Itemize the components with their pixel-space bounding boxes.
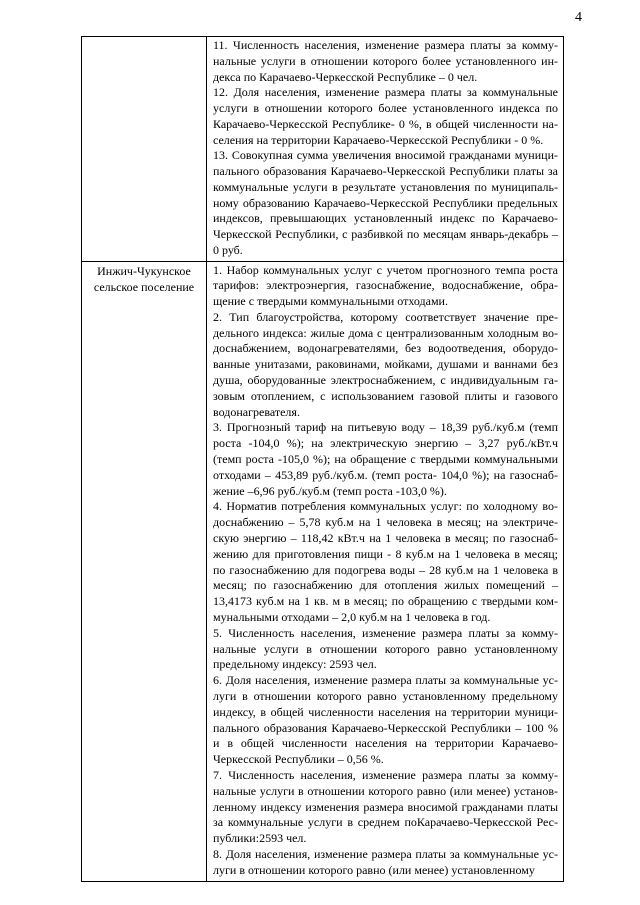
text-line: 1. Набор коммунальных услуг с учетом прогнозного темпа роста — [213, 262, 558, 277]
indicators-text — [207, 262, 563, 881]
text-line: 7. Численность населения, изменение размера платы за комму- — [213, 768, 558, 782]
municipality-name-line: Инжич-Чукунское — [97, 263, 191, 278]
municipality-name — [82, 262, 206, 295]
text-line: луги в отношении которого равно (или менее) установленному — [213, 862, 535, 877]
text-line: роста -104,0 %); на электрическую энергию – 3,27 руб./кВт.ч — [213, 436, 558, 451]
indicators-cell — [207, 37, 564, 262]
text-line: услуги в отношении которого более установленного индекса по — [213, 101, 558, 115]
text-line: нальные услуги в отношении которого равно установленному — [213, 641, 558, 656]
text-line: 0 руб. — [213, 242, 243, 257]
text-line: 13. Совокупная сумма увеличения вносимой гражданами муници- — [213, 148, 558, 163]
text-line: Черкесской Республики, с разбивкой по месяцам январь-декабрь – — [213, 227, 558, 241]
text-line: индексу, в общей численности населения на территории муници- — [213, 704, 558, 719]
text-line: тарифов: электроэнергия, газоснабжение, водоснабжение, обра- — [213, 278, 558, 293]
text-line: предельному индексу: 2593 чел. — [213, 657, 377, 672]
text-line: 3. Прогнозный тариф на питьевую воду – 18,39 руб./куб.м (темп — [213, 420, 558, 435]
indices-table — [81, 36, 564, 882]
text-line: ному образованию Карачаево-Черкесской Республики предельных — [213, 195, 558, 210]
text-line: водонагревателя. — [213, 404, 300, 419]
municipality-cell — [82, 261, 207, 881]
page-number: 4 — [575, 10, 582, 25]
municipality-name-line: сельское поселение — [93, 279, 195, 294]
text-line: коммунальные услуги в результате установления по муниципаль- — [213, 179, 558, 194]
text-line: селения на территории Карачаево-Черкесской Республики - 0 %. — [213, 132, 544, 147]
text-line: дельного индекса: жилые дома с централизованным холодным во- — [213, 325, 558, 340]
text-line: за коммунальные услуги в среднем поКарачаево-Черкесской Рес- — [213, 815, 558, 830]
municipality-name — [82, 37, 206, 38]
indicators-text — [207, 37, 563, 261]
text-line: мунальными отходами – 2,0 куб.м на 1 человека в год. — [213, 610, 491, 625]
text-line: 2. Тип благоустройства, которому соответствует значение пре- — [213, 309, 558, 324]
table-row — [82, 261, 564, 881]
text-line: жение –6,96 руб./куб.м (темп роста -103,0 %). — [213, 483, 447, 498]
text-line: 13,4173 куб.м на 1 кв. м в месяц; по обращению с твердыми ком- — [213, 594, 558, 609]
text-line: по газоснабжению для подогрева воды – 28 куб.м на 1 человека в — [213, 562, 558, 577]
text-line: душа, оборудованные электроснабжением, с индивидуальным га- — [213, 373, 558, 388]
text-line: декса по Карачаево-Черкесской Республике – 0 чел. — [213, 69, 478, 84]
text-line: (темп роста -105,0 %); на обращение с твердыми коммунальными — [213, 452, 558, 467]
text-line: 11. Численность населения, изменение размера платы за комму- — [213, 38, 558, 52]
text-line: ванные унитазами, раковинами, мойками, душами и ваннами без — [213, 357, 558, 372]
text-line: пального образования Карачаево-Черкесской Республики – 100 % — [213, 720, 558, 735]
text-line: щение с твердыми коммунальными отходами. — [213, 294, 448, 309]
text-line: и в общей численности населения на территории Карачаево- — [213, 736, 558, 751]
text-line: нальные услуги в отношении которого равно (или менее) установ- — [213, 783, 558, 798]
text-line: 5. Численность населения, изменение размера платы за комму- — [213, 625, 558, 640]
table-row — [82, 37, 564, 262]
text-line: ленному индексу изменения размера вносимой гражданами платы — [213, 799, 558, 814]
municipality-cell — [82, 37, 207, 262]
text-line: Карачаево-Черкесской Республике- 0 %, в общей численности на- — [213, 116, 558, 131]
text-line: отходами – 453,89 руб./куб.м. (темп роста- 104,0 %); на газоснаб- — [213, 467, 558, 482]
text-line: луги в отношении которого равно установленному предельному — [213, 689, 558, 704]
text-line: 8. Доля населения, изменение размера платы за коммунальные ус- — [213, 846, 558, 861]
text-line: месяц; по газоснабжению для отопления жилых помещений – — [213, 578, 558, 593]
text-line: скую энергию – 118,42 кВт.ч на 1 человека в месяц; по газоснаб- — [213, 531, 558, 546]
text-line: Черкесской Республики – 0,56 %. — [213, 752, 384, 767]
text-line: пального образования Карачаево-Черкесской Республики платы за — [213, 164, 558, 178]
text-line: публики:2593 чел. — [213, 831, 307, 846]
indicators-cell — [207, 261, 564, 881]
text-line: 6. Доля населения, изменение размера платы за коммунальные ус- — [213, 673, 558, 688]
text-line: доснабжению – 5,78 куб.м на 1 человека в месяц; на электриче- — [213, 515, 558, 530]
text-line: доснабжением, водонагревателями, без водоотведения, оборудо- — [213, 341, 558, 356]
text-line: зовым отоплением, с использованием газовой плиты и газового — [213, 388, 558, 403]
text-line: индексов, превышающих установленный индекс по Карачаево- — [213, 211, 558, 226]
text-line: 12. Доля населения, изменение размера платы за коммунальные — [213, 85, 558, 100]
text-line: 4. Норматив потребления коммунальных услуг: по холодному во- — [213, 499, 558, 514]
text-line: нальные услуги в отношении которого более установленного ин- — [213, 53, 558, 68]
text-line: жению для приготовления пищи - 8 куб.м на 1 человека в месяц; — [213, 546, 558, 561]
